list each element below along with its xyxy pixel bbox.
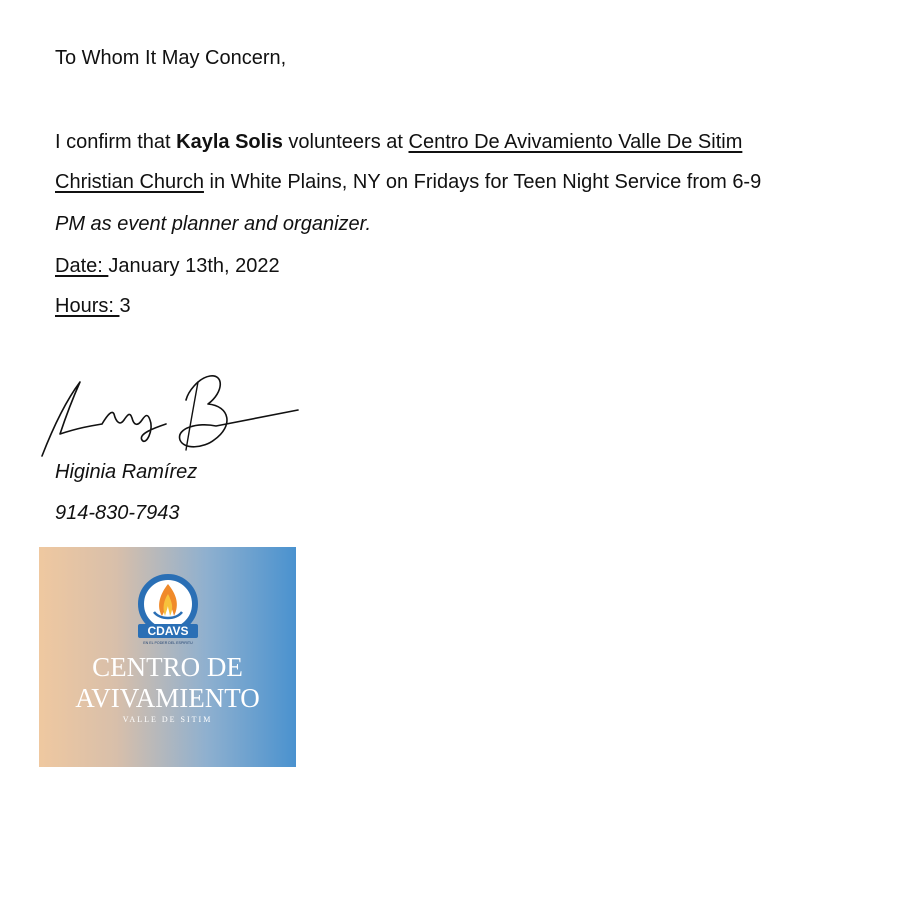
confirm-line-2 xyxy=(55,170,761,194)
church-seal-icon xyxy=(136,574,200,646)
church-logo xyxy=(39,547,296,767)
salutation: To Whom It May Concern, xyxy=(55,47,287,69)
confirm-line-1 xyxy=(55,130,742,154)
hours-label: Hours: xyxy=(55,295,120,317)
hours-line xyxy=(55,294,131,318)
volunteer-name: Kayla Solis xyxy=(176,131,283,153)
confirm-prefix: I confirm that xyxy=(55,131,177,153)
seal-text: CDAVS xyxy=(147,624,189,638)
confirm-mid: volunteers at xyxy=(282,131,409,153)
signature-image xyxy=(38,370,302,462)
church-name-part2: Christian Church xyxy=(55,171,204,193)
logo-line-3: VALLE DE SITIM xyxy=(122,715,213,724)
hours-value: 3 xyxy=(119,295,131,317)
logo-line-1: CENTRO DE xyxy=(92,652,243,682)
church-name-part1: Centro De Avivamiento Valle De Sitim xyxy=(408,131,743,153)
signer-phone: 914-830-7943 xyxy=(55,502,180,524)
date-value: January 13th, 2022 xyxy=(108,255,280,277)
seal-subtext: EN EL PODER DEL ESPIRITU xyxy=(143,641,193,645)
logo-line-2: AVIVAMIENTO xyxy=(75,683,260,713)
date-label: Date: xyxy=(55,255,109,277)
confirm-rest: in White Plains, NY on Fridays for Teen Night Service from 6-9 xyxy=(203,171,762,193)
date-line xyxy=(55,254,280,278)
signer-name: Higinia Ramírez xyxy=(55,461,198,483)
confirm-role: PM as event planner and organizer. xyxy=(55,213,372,235)
